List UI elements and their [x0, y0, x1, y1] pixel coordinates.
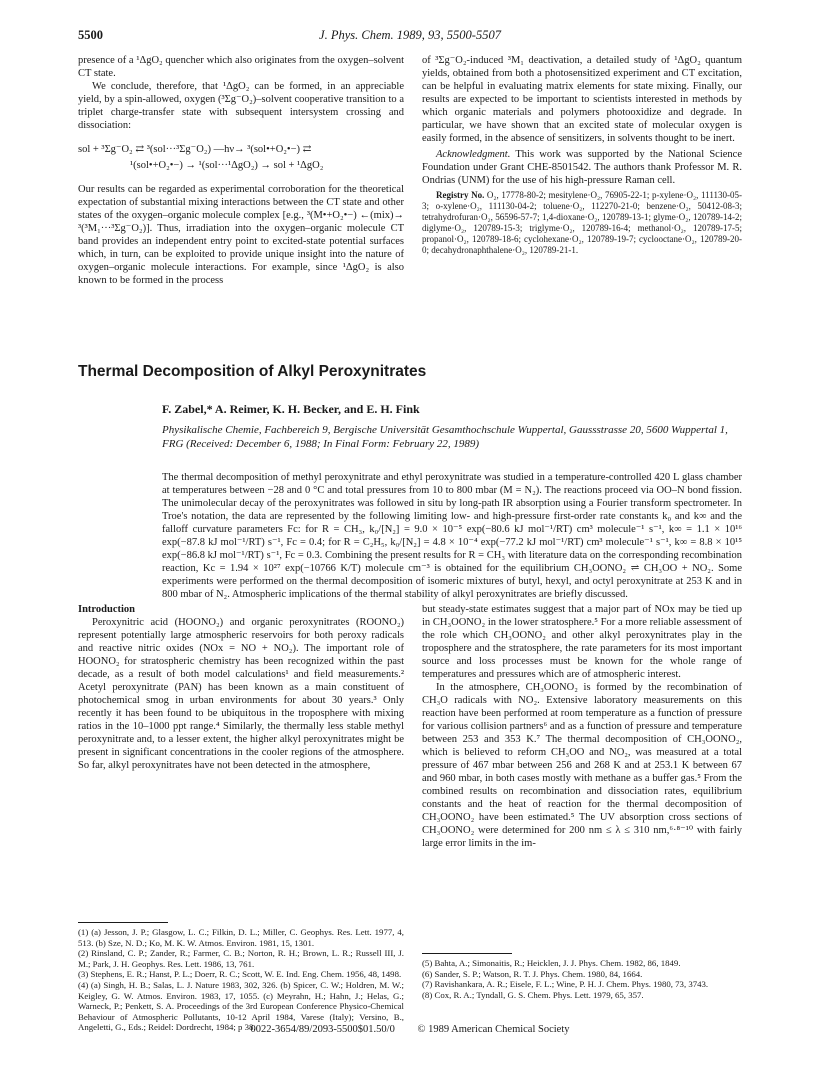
prev-paragraph-1: presence of a ¹ΔgO₂ quencher which also originates from the oxygen–solvent CT state.	[78, 55, 404, 79]
footnote-8: (8) Cox, R. A.; Tyndall, G. S. Chem. Phys. Lett. 1979, 65, 357.	[422, 989, 644, 1000]
intro-paragraph-right-1: but steady-state estimates suggest that a major part of NOx may be tied up in CH₃OONO₂ in the lower stratosphere.⁵ For a more reliable assessment of the role which CH₃OONO₂ and other alkyl peroxynitrates play in the troposphere and the stratosphere, the rate parameters for its most important source and loss processes must be known for the whole range of temperatures and pressures which are of atmospheric interest.	[422, 604, 742, 680]
prev-paragraph-2: We conclude, therefore, that ¹ΔgO₂ can be formed, in an appreciable yield, by a spin-allowed, oxygen (³Σg⁻O₂)–solvent cooperative transition to a triplet charge-transfer state with subsequent intersystem crossing and dissociation:	[78, 81, 404, 131]
reaction-equation	[78, 142, 408, 174]
footnote-6: (6) Sander, S. P.; Watson, R. T. J. Phys. Chem. 1980, 84, 1664.	[422, 968, 643, 979]
article-title: Thermal Decomposition of Alkyl Peroxynitrates	[78, 363, 427, 380]
prev-article-left-column	[78, 54, 404, 132]
intro-paragraph-left: Peroxynitric acid (HOONO₂) and organic peroxynitrates (ROONO₂) represent potentially large atmospheric reservoirs for both peroxy radicals and reactive nitric oxides (NOx = NO + NO₂). The important role of HOONO₂ for stratospheric chemistry has been recognized within the past decade, as a result of both model calculations¹ and field measurements.² Acetyl peroxynitrate (PAN) has been known as a main constituent of photochemical smog in urban environments for about 30 years.³ Only recently it has been found to be ubiquitous in the troposphere with mixing ratios in the 10–1000 ppt range.⁴ Similarly, the thermally less stable methyl peroxynitrate and, to a lesser extent, the higher alkyl peroxynitrates might be present in significant concentrations in the cooler regions of the atmosphere. So far, alkyl peroxynitrates have not been detected in the atmosphere,	[78, 617, 404, 771]
footnotes-right	[422, 958, 742, 1000]
registry-numbers	[422, 190, 742, 256]
prev-paragraph-right: of ³Σg⁻O₂-induced ³M₁ deactivation, a detailed study of ¹ΔgO₂ quantum yields, obtained from both a photosensitized experiment and CT excitation, can be helpful in evaluating matrix elements for state mixing. Finally, our results are expected to be important to scientists interested in methods by which organic materials and polymers photooxidize and degrade. In particular, we have shown that an excited state of molecular oxygen is easily formed, in the absence of sensitizers, in solvents thought to be inert.	[422, 55, 742, 144]
footnote-rule-right	[422, 953, 512, 954]
intro-left-column	[78, 603, 404, 772]
footnote-5: (5) Bahta, A.; Simonaitis, R.; Heicklen, J. J. Phys. Chem. 1982, 86, 1849.	[422, 958, 681, 968]
intro-right-column	[422, 603, 742, 850]
ack-text: This work was supported by the National Science Foundation under Grant CHE-8501542. The authors thank Professor M. R. Ondrias (UNM) for the use of his high-pressure Raman cell.	[422, 149, 742, 186]
footnote-3: (3) Stephens, E. R.; Hanst, P. L.; Doerr, R. C.; Scott, W. E. Ind. Eng. Chem. 1956, 48, 1498.	[78, 969, 402, 980]
equation-line-1: sol + ³Σg⁻O₂ ⇄ ³(sol···³Σg⁻O₂) —hν→ ³(sol•+O₂•−) ⇄	[78, 144, 312, 155]
copyright: © 1989 American Chemical Society	[417, 1024, 570, 1035]
article-abstract: The thermal decomposition of methyl peroxynitrate and ethyl peroxynitrate was studied in a temperature-controlled 420 L glass chamber at temperatures between −28 and 0 °C and total pressures from 10 to 800 mbar (M = N₂). The reactions proceed via OO–N bond fission. The unimolecular decay of the peroxynitrates was followed in situ by long-path IR absorption using a Fourier transform spectrometer. In Troe's notation, the data are represented by the following limiting low- and high-pressure first-order rate constants k₀ and k∞ and the falloff curvature parameters Fc: for R = CH₃, k₀/[N₂] = 9.0 × 10⁻⁵ exp(−80.6 kJ mol⁻¹/RT) cm³ molecule⁻¹ s⁻¹, k∞ = 1.1 × 10¹⁶ exp(−87.8 kJ mol⁻¹/RT) s⁻¹, Fc = 0.4; for R = C₂H₅, k₀/[N₂] = 4.8 × 10⁻⁴ exp(−77.2 kJ mol⁻¹/RT) cm³ molecule⁻¹ s⁻¹, k∞ = 8.8 × 10¹⁵ exp(−86.8 kJ mol⁻¹/RT) s⁻¹, Fc = 0.3. Combining the present results for R = CH₃ with literature data on the corresponding recombination reaction, Kc = 1.94 × 10²⁷ exp(−10766 K/T) molecule cm⁻³ is obtained for the equilibrium CH₃OONO₂ ⇌ CH₃OO + NO₂. Some experiments were performed on the thermal decomposition of isomeric mixtures of butyl, hexyl, and octyl peroxynitrate at 253 K and in 800 mbar of N₂. Atmospheric implications of the thermal stability of alkyl peroxynitrates are briefly discussed.	[162, 472, 742, 600]
intro-heading: Introduction	[78, 604, 135, 615]
footnote-rule-left	[78, 922, 168, 923]
page-footer	[78, 1024, 742, 1035]
intro-paragraph-right-2: In the atmosphere, CH₃OONO₂ is formed by the recombination of CH₃O radicals with NO₂. Extensive laboratory measurements on this reaction have been performed at room temperature as a function of pressure for various collision partners⁶ and as a function of pressure and temperature between 253 and 353 K.⁷ The thermal decomposition of CH₃OONO₂, which is believed to reform CH₃OO and NO₂, was measured at a total pressure of 467 mbar between 256 and 268 K and at 253.1 K between 67 and 960 mbar, in both cases mostly with methane as a buffer gas.⁵ From the combined results on recombination and dissociation rates, equilibrium constants and the heat of reaction for the thermal decomposition of CH₃OONO₂ have been estimated.⁵ The UV absorption cross sections of CH₃OONO₂ were determined for 200 nm ≤ λ ≤ 310 nm,⁶·⁸⁻¹⁰ with fairly large error limits in the im-	[422, 682, 742, 849]
acknowledgment	[422, 148, 742, 187]
regno-text: O₂, 17778-80-2; mesitylene·O₂, 76905-22-1; p-xylene·O₂, 111130-05-3; o-xylene·O₂, 111130-04-2; toluene·O₂, 112270-21-0; benzene·O₂, 50412-08-3; tetrahydrofuran·O₂, 56596-57-7; 1,4-dioxane·O₂, 120789-13-1; glyme·O₂, 120789-14-2; diglyme·O₂, 120789-15-3; triglyme·O₂, 120789-16-4; methanol·O₂, 120789-17-5; propanol·O₂, 120789-18-6; cyclohexane·O₂, 120789-19-7; cyclooctane·O₂, 120789-20-0; decahydronaphthalene·O₂, 120789-21-1.	[422, 190, 742, 255]
equation-line-2: ¹(sol•+O₂•−) → ¹(sol···¹ΔgO₂) → sol + ¹ΔgO₂	[130, 160, 324, 171]
article-authors: F. Zabel,* A. Reimer, K. H. Becker, and E. H. Fink	[162, 402, 420, 416]
journal-citation: J. Phys. Chem. 1989, 93, 5500-5507	[319, 28, 501, 42]
article-affiliation: Physikalische Chemie, Fachbereich 9, Bergische Universität Gesamthochschule Wuppertal, Gaussstrasse 20, 5600 Wuppertal 1, FRG (Received: December 6, 1988; In Final Form: February 22, 1989)	[162, 424, 728, 450]
prev-paragraph-3: Our results can be regarded as experimental corroboration for the theoretical expectation of substantial mixing interactions between the CT state and other states of the oxygen–organic molecule complex [e.g., ³(M•+O₂•−) ←(mix)→ ³(³M₁···³Σg⁻O₂)]. Thus, irradiation into the oxygen–organic molecule CT band provides an independent entry point to excited-state potential surfaces which, in turn, can be exploited to provide unique insight into the nature of oxygen–organic molecule interactions. For example, since ¹ΔgO₂ is also known to be formed in the process	[78, 184, 404, 286]
footnote-2: (2) Rinsland, C. P.; Zander, R.; Farmer, C. B.; Norton, R. H.; Brown, L. R.; Russell III, J. M.; Park, J. H. Geophys. Res. Lett. 1986, 13, 761.	[78, 948, 404, 969]
footnote-4: (4) (a) Singh, H. B.; Salas, L. J. Nature 1983, 302, 326. (b) Spicer, C. W.; Holdren, M. W.; Keigley, G. W. Atmos. Environ. 1983, 17, 1055. (c) Meyrahn, H.; Hahn, J.; Helas, G.; Warneck, P.; Penkett, S. A. Proceedings of the 3rd European Conference Physico-Chemical Behaviour of Atmospheric Pollutants, 10-12 April 1984, Varese (Italy); Versino, B., Angeletti, G., Eds.; Reidel: Dordrecht, 1984; p 38.	[78, 979, 404, 1033]
footnote-1: (1) (a) Jesson, J. P.; Glasgow, L. C.; Filkin, D. L.; Miller, C. Geophys. Res. Lett. 1977, 4, 513. (b) Sze, N. D.; Ko, M. K. W. Atmos. Environ. 1981, 15, 1301.	[78, 927, 404, 948]
footnote-7: (7) Ravishankara, A. R.; Eisele, F. L.; Wine, P. H. J. Chem. Phys. 1980, 73, 3743.	[422, 979, 709, 990]
regno-label: Registry No.	[436, 190, 485, 200]
ack-label: Acknowledgment.	[436, 149, 511, 160]
price-code: 0022-3654/89/2093-5500$01.50/0	[250, 1024, 395, 1035]
prev-article-right-column	[422, 54, 742, 256]
running-header	[78, 28, 742, 46]
page-number: 5500	[78, 28, 103, 42]
prev-article-left-column-continued	[78, 183, 404, 287]
footnotes-left	[78, 927, 404, 1033]
